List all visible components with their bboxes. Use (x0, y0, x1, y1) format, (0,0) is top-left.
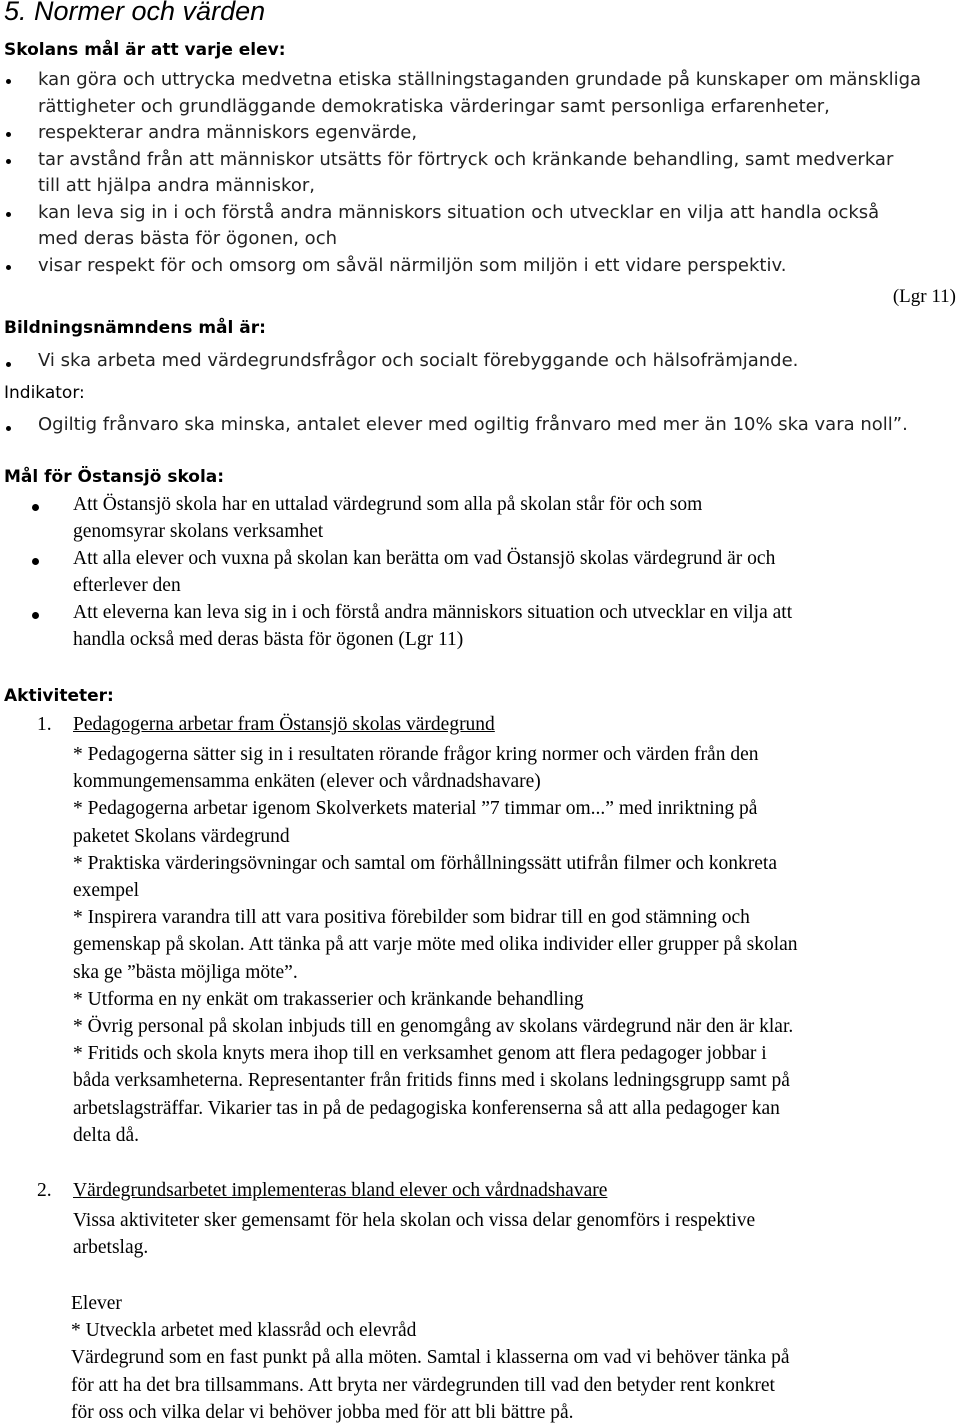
list-item-text: handla också med deras bästa för ögonen (Lgr 11) (73, 629, 464, 650)
bullet-icon (6, 265, 11, 270)
activity-2-title: Värdegrundsarbetet implementeras bland elever och vårdnadshavare (73, 1180, 608, 1201)
activity-2-number: 2. (37, 1180, 52, 1201)
list-item (4, 200, 960, 227)
list-item-continuation (0, 521, 960, 548)
list-item (4, 350, 960, 376)
list-item (4, 253, 960, 280)
list-item-text: Att alla elever och vuxna på skolan kan berätta om vad Östansjö skolas värdegrund är och (73, 548, 776, 569)
list-item-text: efterlever den (73, 575, 181, 596)
school-goals-list (4, 67, 960, 279)
list-item (4, 147, 960, 174)
list-item-text: respekterar andra människors egenvärde, (38, 122, 418, 143)
bullet-icon (6, 132, 11, 137)
activity-line: arbetslag. (73, 1237, 149, 1259)
list-item-text: Att Östansjö skola har en uttalad värdegrund som alla på skolan står för och som (73, 494, 703, 515)
activity-line: gemenskap på skolan. Att tänka på att varje möte med olika individer eller grupper på skolan (73, 934, 798, 956)
source-reference: (Lgr 11) (892, 286, 956, 307)
activity-line: exempel (73, 880, 140, 902)
activity-1-number: 1. (37, 714, 52, 735)
list-item-text: Ogiltig frånvaro ska minska, antalet elever med ogiltig frånvaro med mer än 10% ska vara noll”. (38, 414, 908, 435)
indicator-heading: Indikator: (4, 383, 85, 403)
bullet-icon (6, 212, 11, 217)
board-goals-heading: Bildningsnämndens mål är: (4, 318, 266, 338)
bullet-icon (32, 612, 39, 619)
activity-line: paketet Skolans värdegrund (73, 825, 290, 847)
list-item (4, 67, 960, 94)
activity-line: delta då. (73, 1124, 140, 1146)
activity-line: * Fritids och skola knyts mera ihop till en verksamhet genom att flera pedagoger jobbar i (73, 1043, 767, 1065)
activity-line: * Övrig personal på skolan inbjuds till en genomgång av skolans värdegrund när den är klar. (73, 1016, 794, 1038)
list-item-text: visar respekt för och omsorg om såväl närmiljön som miljön i ett vidare perspektiv. (38, 254, 787, 276)
activity-1-title: Pedagogerna arbetar fram Östansjö skolas värdegrund (73, 714, 495, 735)
students-section (71, 1290, 790, 1426)
list-item (4, 120, 960, 147)
bullet-icon (6, 79, 11, 84)
list-item-text: Att eleverna kan leva sig in i och förstå andra människors situation och utvecklar en vilja att (73, 602, 793, 623)
school-goals-heading: Skolans mål är att varje elev: (4, 40, 286, 60)
activity-line: kommungemensamma enkäten (elever och vårdnadshavare) (73, 771, 541, 793)
list-item-continuation (4, 226, 960, 253)
list-item (0, 548, 960, 575)
activity-line: Vissa aktiviteter sker gemensamt för hela skolan och vissa delar genomförs i respektive (73, 1210, 756, 1231)
activity-line: * Pedagogerna arbetar igenom Skolverkets material ”7 timmar om...” med inriktning på (73, 798, 758, 820)
bullet-icon (6, 362, 11, 367)
activity-line: för att ha det bra tillsammans. Att bryta ner värdegrunden till vad den betyder rent konkret (71, 1374, 775, 1396)
page-title: 5. Normer och värden (4, 0, 266, 26)
activity-2-details (73, 1207, 755, 1261)
list-item-text: genomsyrar skolans verksamhet (73, 521, 324, 542)
list-item-continuation (4, 173, 960, 200)
list-item-text: tar avstånd från att människor utsätts för förtryck och kränkande behandling, samt medverkar (38, 148, 894, 170)
list-item (4, 414, 960, 440)
bullet-icon (6, 426, 11, 431)
activities-heading: Aktiviteter: (4, 686, 114, 706)
bullet-icon (32, 504, 39, 511)
activity-line: * Praktiska värderingsövningar och samtal om förhållningssätt utifrån filmer och konkreta (73, 852, 777, 874)
list-item-text: kan leva sig in i och förstå andra människors situation och utvecklar en vilja att handla också (38, 201, 880, 223)
list-item-continuation (0, 575, 960, 602)
activity-line: * Utforma en ny enkät om trakasserier och kränkande behandling (73, 988, 584, 1010)
bullet-icon (6, 159, 11, 164)
bullet-icon (32, 558, 39, 565)
list-item-continuation (0, 629, 960, 656)
list-item-text: kan göra och uttrycka medvetna etiska ställningstaganden grundade på kunskaper om mänskliga (38, 69, 922, 90)
list-item-continuation (4, 94, 960, 121)
ostansjo-goals-list (0, 494, 960, 656)
activity-line: * Pedagogerna sätter sig in i resultaten rörande frågor kring normer och värden från den (73, 744, 759, 765)
activity-line: * Utveckla arbetet med klassråd och elevråd (71, 1320, 417, 1342)
activity-line: båda verksamheterna. Representanter från fritids finns med i skolans ledningsgrupp samt på (73, 1070, 790, 1092)
activity-line: * Inspirera varandra till att vara positiva förebilder som bidrar till en god stämning och (73, 907, 750, 929)
activity-line: för oss och vilka delar vi behöver jobba med för att bli bättre på. (71, 1401, 574, 1423)
list-item-text: till att hjälpa andra människor, (38, 175, 315, 196)
activity-1-details (73, 741, 798, 1149)
students-heading: Elever (71, 1293, 122, 1314)
ostansjo-goals-heading: Mål för Östansjö skola: (4, 467, 225, 487)
activity-line: Värdegrund som en fast punkt på alla möten. Samtal i klasserna om vad vi behöver tänka på (71, 1347, 790, 1369)
list-item-text: rättigheter och grundläggande demokratiska värderingar samt personliga erfarenheter, (38, 95, 830, 117)
list-item (0, 602, 960, 629)
activity-line: arbetslagsträffar. Vikarier tas in på de pedagogiska konferenserna så att alla pedagoger kan (73, 1097, 780, 1119)
activity-line: ska ge ”bästa möjliga möte”. (73, 961, 298, 983)
list-item-text: Vi ska arbeta med värdegrundsfrågor och socialt förebyggande och hälsofrämjande. (38, 350, 799, 371)
list-item-text: med deras bästa för ögonen, och (38, 228, 338, 249)
list-item (0, 494, 960, 521)
